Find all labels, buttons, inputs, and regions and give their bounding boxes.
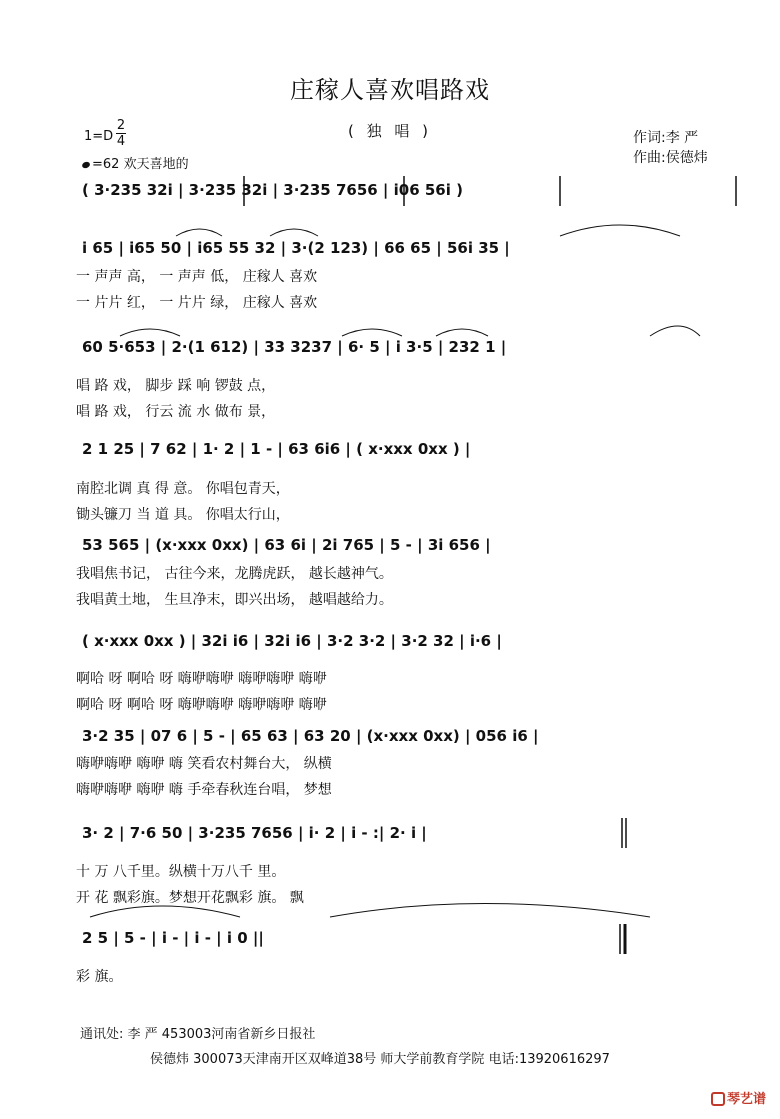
score-line-2: i 65 | i65 50 | i65 55 32 | 3·(2 123) | 66 65 | 56i 35 |: [82, 239, 510, 257]
score-line-9: 2 5 | 5 - | i - | i - | i 0 ||: [82, 929, 264, 947]
lyric-line-3a: 唱 路 戏， 脚步 踩 响 锣鼓 点，: [76, 378, 276, 394]
lyric-line-7a: 嗨咿嗨咿 嗨咿 嗨 笑看农村舞台大， 纵横: [76, 756, 332, 772]
slur: [90, 906, 240, 917]
score-line-6: ( x·xxx 0xx ) | 32i i6 | 32i i6 | 3·2 3·2 | 3·2 32 | i·6 |: [82, 632, 502, 650]
lyric-line-7b: 嗨咿嗨咿 嗨咿 嗨 手牵春秋连台唱， 梦想: [76, 782, 332, 798]
slur: [176, 229, 222, 236]
logo-icon: [711, 1092, 725, 1106]
slur: [342, 329, 402, 336]
lyric-line-4a: 南腔北调 真 得 意。 你唱包青天，: [76, 481, 290, 497]
score-line-8: 3· 2 | 7·6 50 | 3·235 7656 | i· 2 | i - :| 2· i |: [82, 824, 427, 842]
slur: [120, 329, 180, 336]
key-signature: 1=D: [84, 129, 114, 144]
brand-name: 琴艺谱: [726, 1092, 766, 1107]
lyric-line-5a: 我唱焦书记， 古往今来，龙腾虎跃， 越长越神气。: [76, 566, 393, 582]
tempo-text: =62 欢天喜地的: [92, 157, 189, 172]
score-line-4: 2 1 25 | 7 62 | 1· 2 | 1 - | 63 6i6 | ( x·xxx 0xx ) |: [82, 440, 471, 458]
lyric-line-5b: 我唱黄土地， 生旦净末，即兴出场， 越唱越给力。: [76, 592, 393, 608]
meter-top: 2: [116, 118, 126, 133]
slur: [650, 326, 700, 336]
slur: [270, 229, 318, 236]
lyric-line-6b: 啊哈 呀 啊哈 呀 嗨咿嗨咿 嗨咿嗨咿 嗨咿: [76, 697, 327, 713]
score-line-7: 3·2 35 | 07 6 | 5 - | 65 63 | 63 20 | (x·xxx 0xx) | 056 i6 |: [82, 727, 539, 745]
lyric-line-4b: 锄头镰刀 当 道 具。 你唱太行山，: [76, 507, 290, 523]
score-line-5: 53 565 | (x·xxx 0xx) | 63 6i | 2i 765 | 5 - | 3i 656 |: [82, 536, 491, 554]
lyric-line-8b: 开 花 飘彩旗。梦想开花飘彩 旗。 飘: [76, 890, 304, 906]
lyric-line-2b: 一 片片 红， 一 片片 绿， 庄稼人 喜欢: [76, 295, 318, 311]
score-line-3: 60 5·653 | 2·(1 612) | 33 3237 | 6· 5 | i 3·5 | 232 1 |: [82, 338, 507, 356]
performance-type: ( 独 唱 ): [347, 122, 432, 140]
contact-line-1: 通讯处: 李 严 453003河南省新乡日报社: [80, 1027, 316, 1042]
meter-bottom: 4: [116, 134, 126, 149]
lyric-line-8a: 十 万 八千里。纵横十万八千 里。: [76, 864, 286, 880]
composer: 作曲:侯德炜: [633, 150, 708, 166]
contact-line-2: 侯德炜 300073天津南开区双峰道38号 师大学前教育学院 电话:13920616297: [150, 1052, 610, 1067]
lyric-line-3b: 唱 路 戏， 行云 流 水 做布 景，: [76, 404, 276, 420]
site-logo: [711, 1088, 766, 1107]
lyricist: 作词:李 严: [633, 130, 699, 146]
score-line-1: ( 3·235 32i | 3·235 32i | 3·235 7656 | i06 56i ): [82, 181, 463, 199]
slur: [330, 904, 650, 918]
lyric-line-9a: 彩 旗。: [76, 969, 123, 985]
slur: [560, 225, 680, 236]
lyric-line-6a: 啊哈 呀 啊哈 呀 嗨咿嗨咿 嗨咿嗨咿 嗨咿: [76, 671, 327, 687]
lyric-line-2a: 一 声声 高， 一 声声 低， 庄稼人 喜欢: [76, 269, 318, 285]
page-title: 庄稼人喜欢唱路戏: [290, 76, 490, 104]
slur: [436, 329, 488, 336]
